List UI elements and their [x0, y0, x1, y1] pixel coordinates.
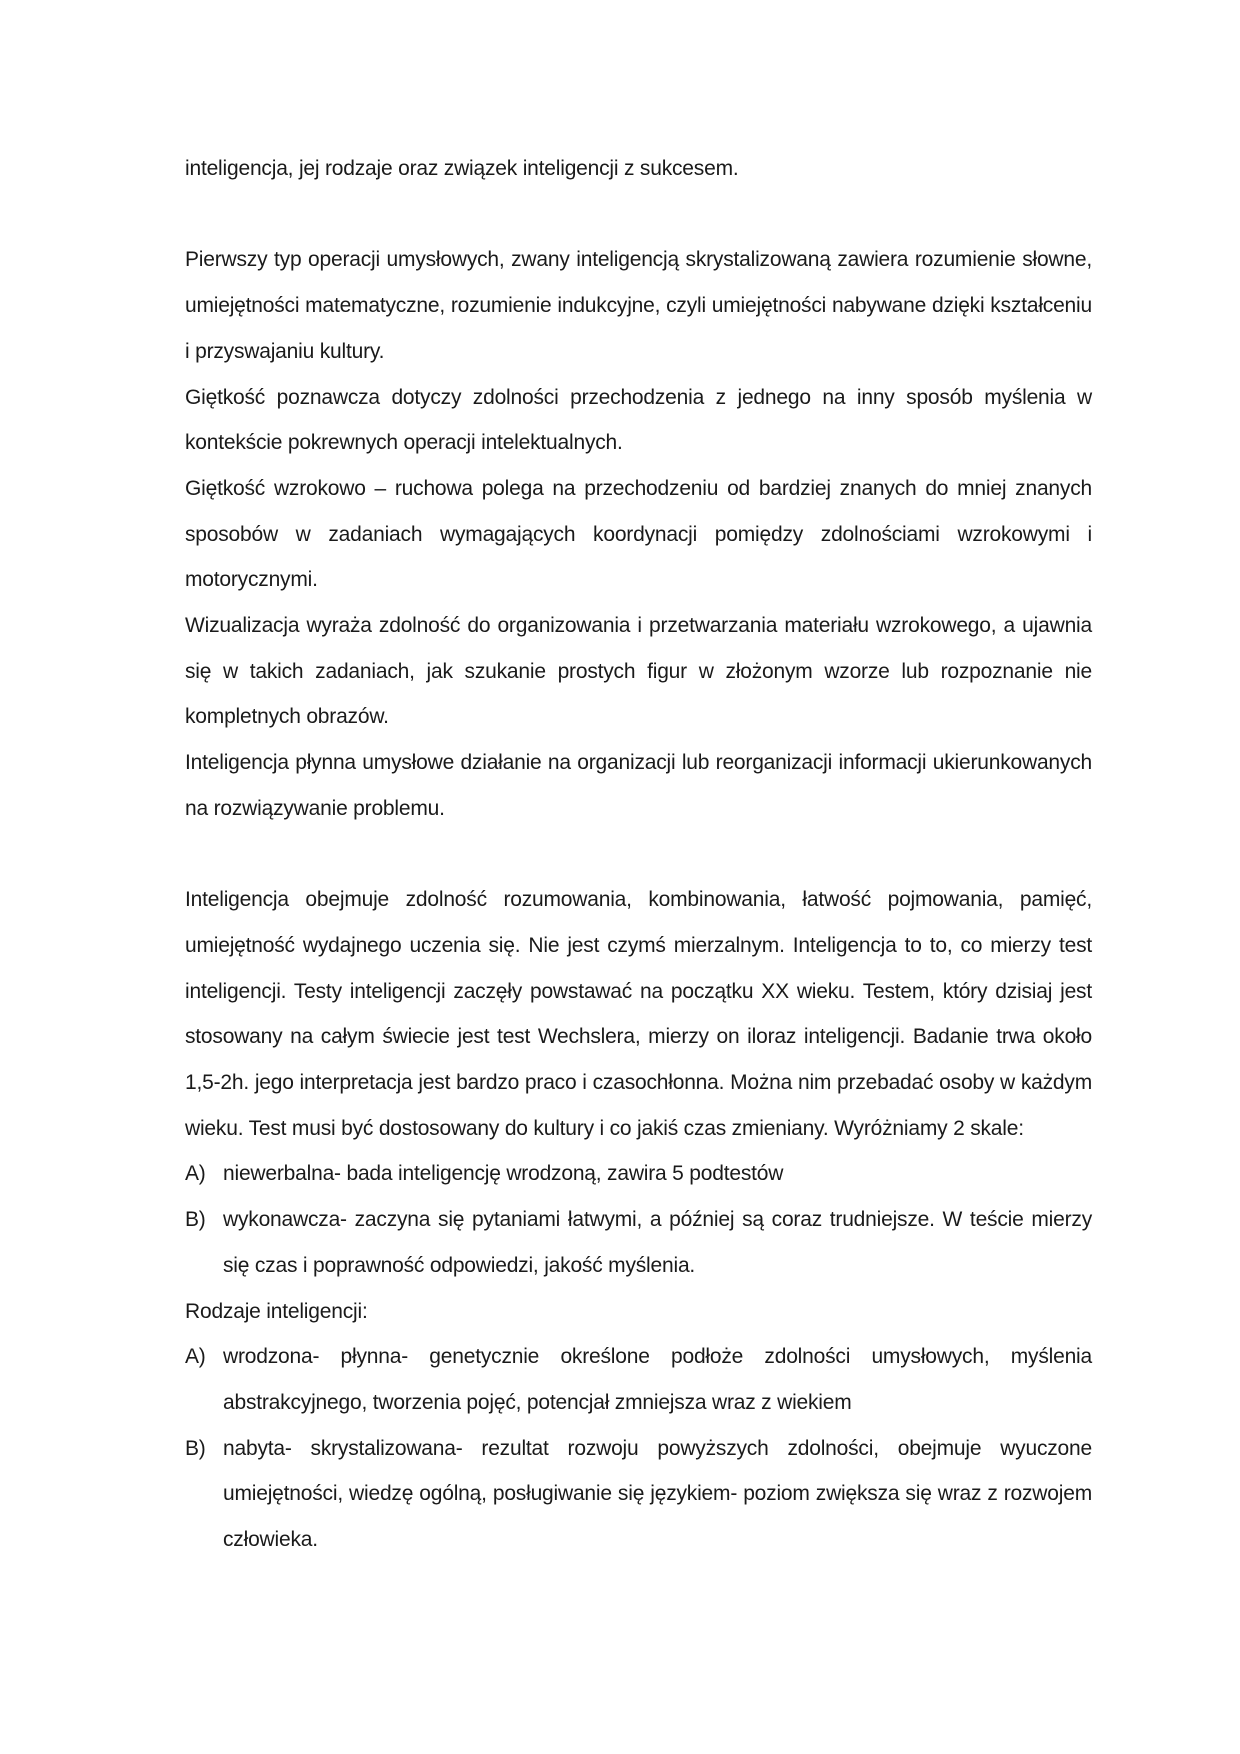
list-item-type-b [185, 1426, 1092, 1563]
paragraph-cognitive-flexibility: Giętkość poznawcza dotyczy zdolności przechodzenia z jednego na inny sposób myślenia w kontekście pokrewnych operacji intelektualnych. [185, 385, 1092, 455]
paragraph-visualization: Wizualizacja wyraża zdolność do organizowania i przetwarzania materiału wzrokowego, a ujawnia się w takich zadaniach, jak szukanie prostych figur w złożonym wzorze lub rozpoznanie nie kompletnych obrazów. [185, 614, 1092, 729]
list-item-text: wykonawcza- zaczyna się pytaniami łatwymi, a później są coraz trudniejsze. W teście mierzy się czas i poprawność odpowiedzi, jakość myślenia. [223, 1208, 1092, 1277]
paragraph-fluid-intelligence: Inteligencja płynna umysłowe działanie na organizacji lub reorganizacji informacji ukierunkowanych na rozwiązywanie problemu. [185, 751, 1092, 820]
list-marker: A) [185, 1162, 206, 1186]
paragraph-gap [185, 832, 1092, 878]
list-item-scale-b [185, 1197, 1092, 1288]
types-heading: Rodzaje inteligencji: [185, 1299, 368, 1323]
paragraph-gap [185, 192, 1092, 238]
paragraph-crystallized-intelligence: Pierwszy typ operacji umysłowych, zwany inteligencją skrystalizowaną zawiera rozumienie słowne, umiejętności matematyczne, rozumienie indukcyjne, czyli umiejętności nabywane dzięki kształceniu i przyswajaniu kultury. [185, 248, 1092, 363]
paragraph-visual-motor-flexibility: Giętkość wzrokowo – ruchowa polega na przechodzeniu od bardziej znanych do mniej znanych sposobów w zadaniach wymagających koordynacji pomiędzy zdolnościami wzrokowymi i motorycznymi. [185, 476, 1092, 592]
paragraph-intelligence-definition: Inteligencja obejmuje zdolność rozumowania, kombinowania, łatwość pojmowania, pamięć, umiejętność wydajnego uczenia się. Nie jest czymś mierzalnym. Inteligencja to to, co mierzy test inteligencji. Testy inteligencji zaczęły powstawać na początku XX wieku. Testem, który dzisiaj jest stosowany na całym świecie jest test Wechslera, mierzy on iloraz inteligencji. Badanie trwa około 1,5-2h. jego interpretacja jest bardzo praco i czasochłonna. Można nim przebadać osoby w każdym wieku. Test musi być dostosowany do kultury i co jakiś czas zmieniany. Wyróżniamy 2 skale: [185, 888, 1092, 1140]
intro-line: inteligencja, jej rodzaje oraz związek inteligencji z sukcesem. [185, 157, 739, 180]
list-marker: B) [185, 1208, 206, 1232]
list-marker: A) [185, 1345, 206, 1369]
list-item-text: wrodzona- płynna- genetycznie określone podłoże zdolności umysłowych, myślenia abstrakcyjnego, tworzenia pojęć, potencjał zmniejsza wraz z wiekiem [223, 1345, 1092, 1414]
list-item-type-a [185, 1334, 1092, 1425]
list-item-text: nabyta- skrystalizowana- rezultat rozwoju powyższych zdolności, obejmuje wyuczone umiejętności, wiedzę ogólną, posługiwanie się językiem- poziom zwiększa się wraz z rozwojem człowieka. [223, 1436, 1092, 1552]
list-item-scale-a [185, 1151, 1092, 1197]
list-marker: B) [185, 1436, 206, 1460]
list-item-text: niewerbalna- bada inteligencję wrodzoną, zawira 5 podtestów [223, 1162, 784, 1186]
